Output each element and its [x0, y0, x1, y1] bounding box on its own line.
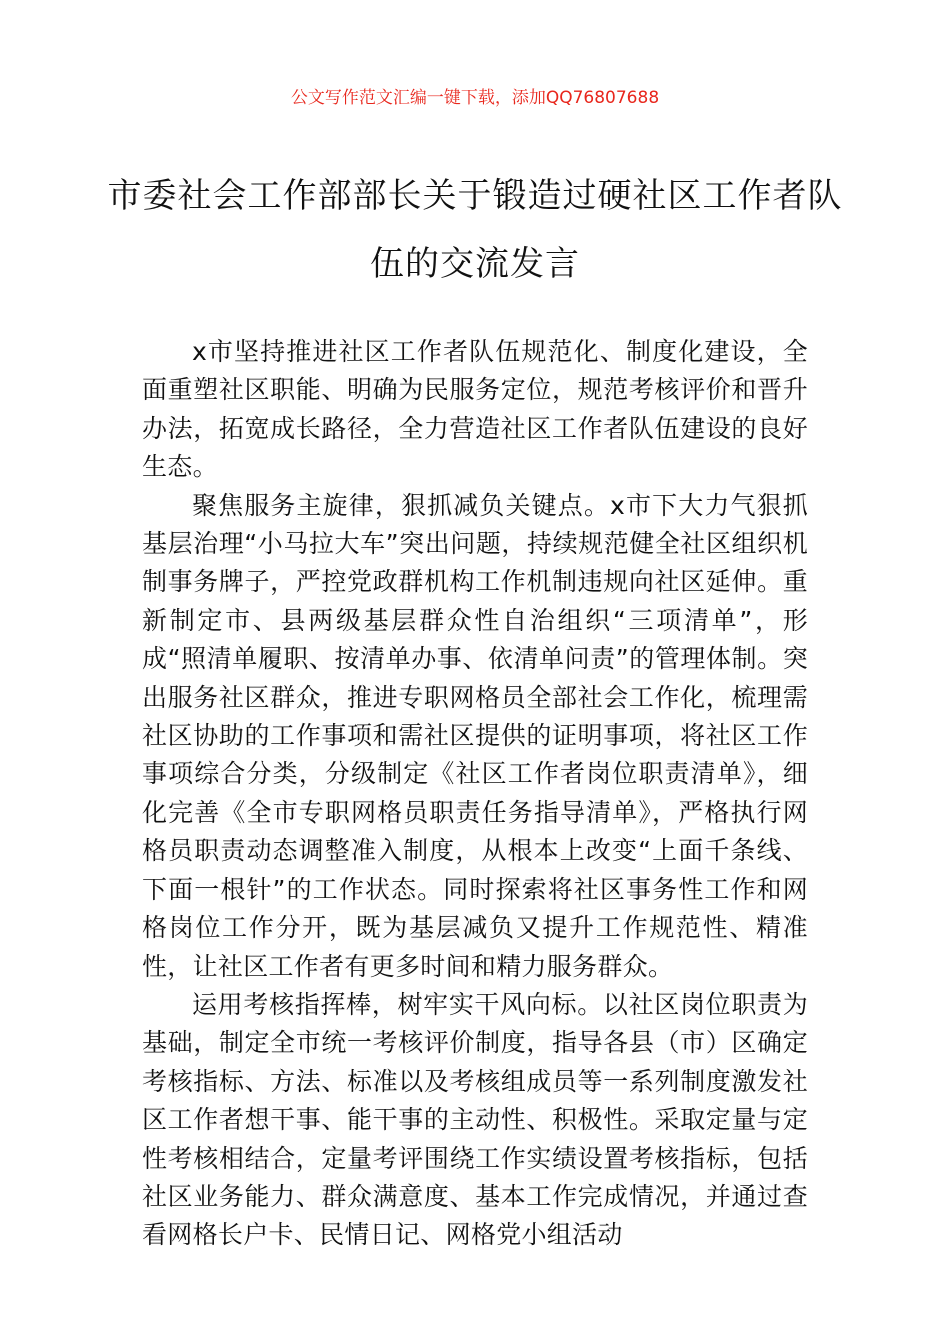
- header-download-notice: 公文写作范文汇编一键下载，添加QQ76807688: [290, 88, 660, 108]
- document-body: [142, 333, 808, 1255]
- paragraph-intro: x市坚持推进社区工作者队伍规范化、制度化建设，全面重塑社区职能、明确为民服务定位，规范考核评价和晋升办法，拓宽成长路径，全力营造社区工作者队伍建设的良好生态。: [142, 337, 808, 482]
- document-title: 市委社会工作部部长关于锻造过硬社区工作者队伍的交流发言: [107, 176, 843, 284]
- paragraph-assessment: 运用考核指挥棒，树牢实干风向标。以社区岗位职责为基础，制定全市统一考核评价制度，指导各县（市）区确定考核指标、方法、标准以及考核组成员等一系列制度激发社区工作者想干事、能干事的主动性、积极性。采取定量与定性考核相结合，定量考评围绕工作实绩设置考核指标，包括社区业务能力、群众满意度、基本工作完成情况，并通过查看网格长户卡、民情日记、网格党小组活动: [142, 989, 808, 1250]
- paragraph-reduce-burden: 聚焦服务主旋律，狠抓减负关键点。x市下大力气狠抓基层治理“小马拉大车”突出问题，持续规范健全社区组织机制事务牌子，严控党政群机构工作机制违规向社区延伸。重新制定市、县两级基层群众性自治组织“三项清单”，形成“照清单履职、按清单办事、依清单问责”的管理体制。突出服务社区群众，推进专职网格员全部社会工作化，梳理需社区协助的工作事项和需社区提供的证明事项，将社区工作事项综合分类，分级制定《社区工作者岗位职责清单》，细化完善《全市专职网格员职责任务指导清单》，严格执行网格员职责动态调整准入制度，从根本上改变“上面千条线、下面一根针”的工作状态。同时探索将社区事务性工作和网格岗位工作分开，既为基层减负又提升工作规范性、精准性，让社区工作者有更多时间和精力服务群众。: [142, 490, 808, 981]
